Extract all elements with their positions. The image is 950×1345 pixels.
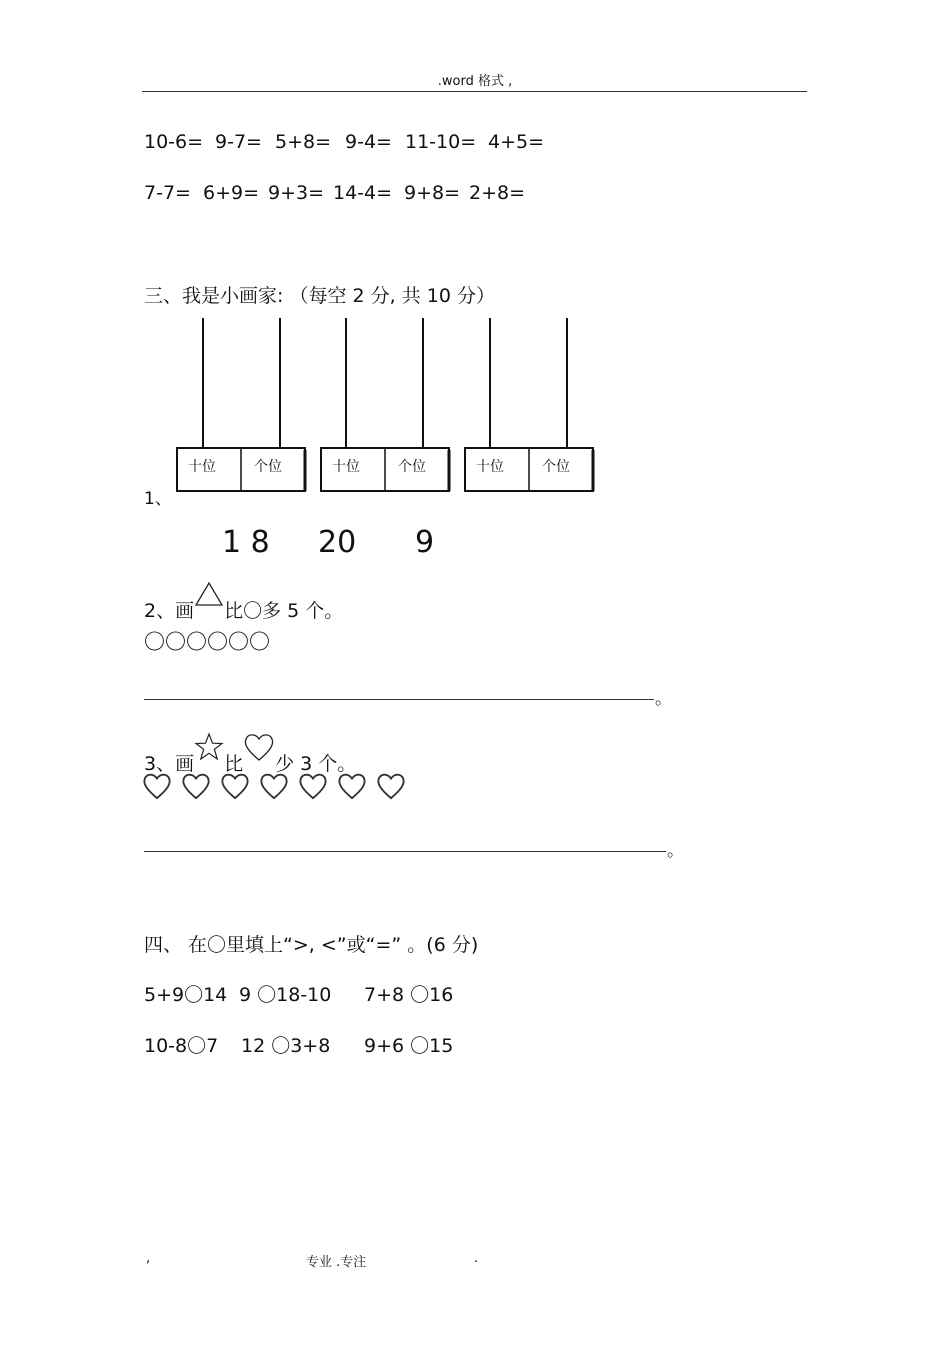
footer-left: , — [146, 1251, 151, 1266]
compare-item: 5+9〇14 — [144, 984, 228, 1006]
question-3-middle: 比 — [224, 753, 244, 775]
abacus-2-tens-label: 十位 — [332, 459, 360, 475]
arithmetic-row-1 — [144, 131, 544, 153]
question-3 — [144, 732, 356, 776]
abacus-number-2: 20 — [318, 525, 357, 560]
compare-item: 12 〇3+8 — [241, 1035, 331, 1057]
equation: 4+5= — [488, 131, 545, 153]
equation: 6+9= — [203, 182, 260, 204]
abacus-number-1: 1 8 — [222, 525, 270, 560]
heart-icon — [259, 772, 289, 800]
compare-item: 9+6 〇15 — [364, 1035, 454, 1057]
compare-item: 10-8〇7 — [144, 1035, 219, 1057]
question-1-label: 1、 — [144, 489, 172, 509]
header-rule — [142, 91, 807, 92]
heart-icon — [243, 732, 275, 762]
section-3-title: 三、我是小画家: （每空 2 分, 共 10 分） — [144, 285, 495, 307]
abacus-1-tens-label: 十位 — [188, 459, 216, 475]
question-3-suffix: 少 3 个。 — [275, 753, 357, 775]
equation: 9-4= — [345, 131, 392, 153]
equation: 9+3= — [268, 182, 325, 204]
equation: 10-6= — [144, 131, 204, 153]
heart-icon — [220, 772, 250, 800]
equation: 11-10= — [405, 131, 477, 153]
abacus-number-3: 9 — [415, 525, 435, 560]
footer-right: . — [474, 1251, 479, 1266]
compare-row-2 — [144, 1031, 453, 1058]
heart-icon — [376, 772, 406, 800]
compare-item: 9 〇18-10 — [239, 984, 332, 1006]
answer-line-3-end: 。 — [667, 841, 684, 861]
abacus-group — [144, 310, 624, 510]
answer-line-2-end: 。 — [655, 689, 672, 709]
arithmetic-row-2 — [144, 182, 525, 204]
heart-icon — [181, 772, 211, 800]
equation: 7-7= — [144, 182, 191, 204]
abacus-3-tens-label: 十位 — [476, 459, 504, 475]
section-4-title: 四、 在〇里填上“>, <”或“=” 。(6 分) — [144, 934, 479, 956]
compare-row-1 — [144, 980, 453, 1007]
compare-item: 7+8 〇16 — [364, 984, 454, 1006]
answer-line-2 — [144, 699, 654, 700]
page-header: .word 格式 , — [437, 74, 513, 89]
equation: 9+8= — [404, 182, 461, 204]
answer-line-3 — [144, 851, 666, 852]
question-3-prefix: 3、画 — [144, 753, 195, 775]
equation: 9-7= — [215, 131, 262, 153]
equation: 14-4= — [333, 182, 393, 204]
abacus-3-ones-label: 个位 — [542, 459, 570, 475]
question-2-text: 比〇多 5 个。 — [224, 600, 344, 622]
question-2 — [144, 581, 343, 623]
abacus-2-ones-label: 个位 — [398, 459, 426, 475]
equation: 2+8= — [469, 182, 526, 204]
star-icon — [194, 732, 224, 762]
footer-center: 专业 .专注 — [306, 1255, 367, 1270]
heart-row — [142, 772, 415, 804]
abacus-1-ones-label: 个位 — [254, 459, 282, 475]
heart-icon — [142, 772, 172, 800]
question-2-prefix: 2、画 — [144, 600, 195, 622]
circle-row: 〇〇〇〇〇〇 — [144, 630, 270, 654]
heart-icon — [298, 772, 328, 800]
triangle-icon — [194, 581, 224, 609]
equation: 5+8= — [275, 131, 332, 153]
heart-icon — [337, 772, 367, 800]
